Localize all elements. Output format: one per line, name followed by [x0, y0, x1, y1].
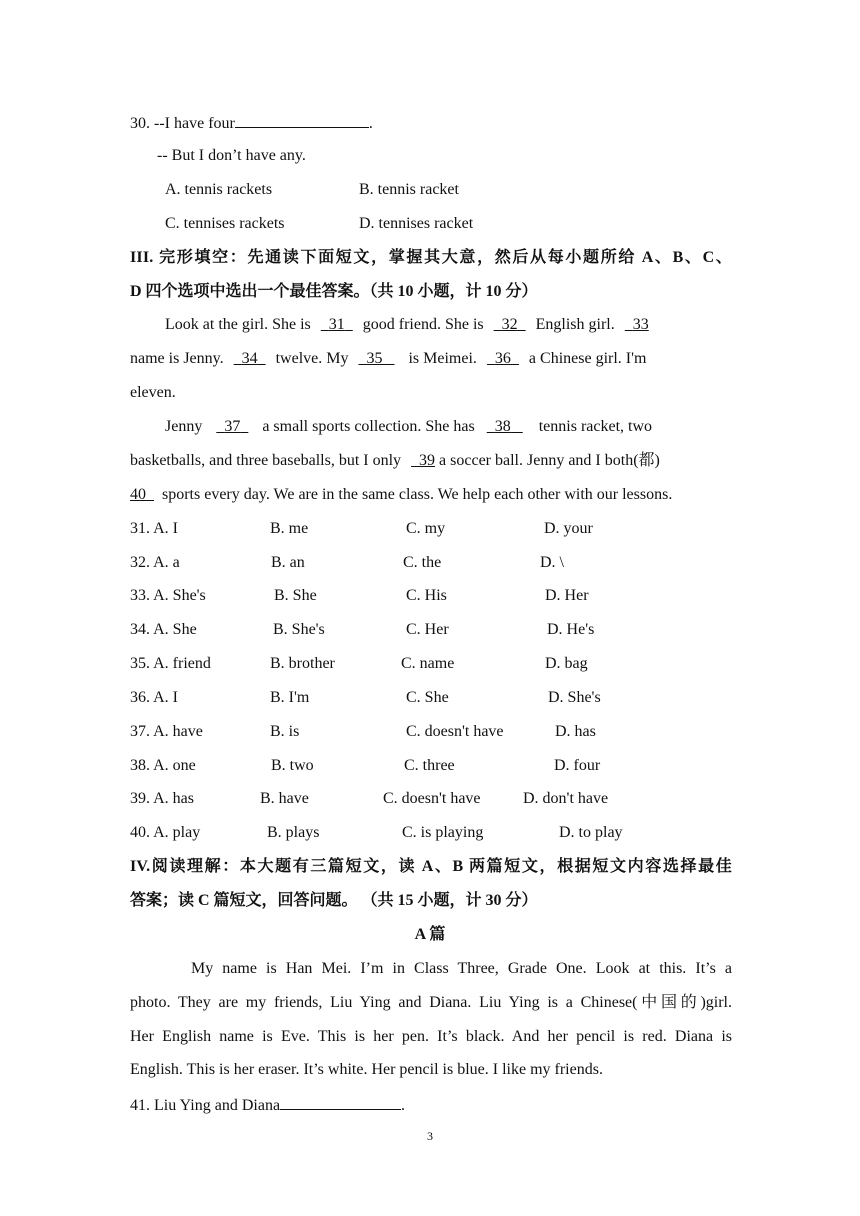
blank-number: 38 — [494, 418, 511, 435]
q30-reply: -- But I don’t have any. — [157, 147, 306, 164]
q41-stem-text: 41. Liu Ying and Diana — [130, 1097, 281, 1114]
option-c: C. is playing — [402, 824, 484, 841]
option-b: B. have — [260, 790, 309, 807]
option-c: C. name — [401, 655, 455, 672]
cloze-blank-39 — [411, 452, 435, 469]
option-b: B. plays — [267, 824, 320, 841]
cloze-blank-38 — [487, 418, 523, 435]
option-d: D. She's — [548, 689, 601, 706]
option-c: C. His — [406, 587, 447, 604]
q30-option-d: D. tennises racket — [359, 215, 474, 232]
option-a: 31. A. I — [130, 520, 178, 537]
option-c: C. doesn't have — [406, 723, 504, 740]
option-d: D. four — [554, 757, 601, 774]
passage-a-line2: photo. They are my friends, Liu Ying and Diana. Liu Ying is a Chinese(中国的)girl. — [130, 994, 732, 1011]
section3-heading-line2: D 四个选项中选出一个最佳答案。（共 10 小题，计 10 分） — [130, 283, 538, 300]
option-c: C. the — [403, 554, 442, 571]
option-d: D. don't have — [523, 790, 609, 807]
q30-option-b: B. tennis racket — [359, 181, 459, 198]
cloze-text: Look at the girl. She is — [165, 316, 311, 333]
cloze-blank-35 — [358, 350, 394, 367]
option-d: D. bag — [545, 655, 588, 672]
cloze-text: tennis racket, two — [538, 418, 653, 435]
cloze-text: twelve. My — [275, 350, 349, 367]
option-b: B. me — [270, 520, 309, 537]
cloze-blank-36 — [487, 350, 519, 367]
option-d: D. \ — [540, 554, 564, 571]
cloze-text: English girl. — [535, 316, 615, 333]
blank-number: 34 — [241, 350, 258, 367]
option-b: B. I'm — [270, 689, 310, 706]
q30-stem-end: . — [368, 115, 373, 132]
option-a: 34. A. She — [130, 621, 197, 638]
passage-a-line3: Her English name is Eve. This is her pen. It’s black. And her pencil is red. Diana is — [130, 1028, 732, 1045]
blank-number: 40 — [130, 486, 146, 503]
option-b: B. brother — [270, 655, 335, 672]
q41-stem — [130, 1094, 405, 1116]
answer-blank — [235, 112, 369, 128]
section4-heading-line2: 答案；读 C 篇短文，回答问题。 （共 15 小题，计 30 分） — [130, 892, 538, 909]
q30-stem — [130, 112, 373, 134]
cloze-text: basketballs, and three baseballs, but I only — [130, 452, 402, 469]
option-b: B. She's — [273, 621, 325, 638]
option-a: 33. A. She's — [130, 587, 206, 604]
q30-option-c: C. tennises rackets — [165, 215, 285, 232]
section3-heading-line1: III. 完形填空：先通读下面短文，掌握其大意，然后从每小题所给 A、B、C、 — [130, 249, 732, 266]
blank-number: 33 — [632, 316, 649, 333]
cloze-text: Jenny — [165, 418, 203, 435]
cloze-text: a Chinese girl. I'm — [528, 350, 647, 367]
blank-number: 39 — [419, 452, 436, 469]
cloze-text: good friend. She is — [362, 316, 484, 333]
option-a: 40. A. play — [130, 824, 201, 841]
option-a: 35. A. friend — [130, 655, 211, 672]
q30-option-a: A. tennis rackets — [165, 181, 273, 198]
option-c: C. my — [406, 520, 446, 537]
cloze-blank-33 — [625, 316, 649, 333]
cloze-p2-line1 — [165, 417, 652, 437]
cloze-text: sports every day. We are in the same class. We help each other with our lessons. — [162, 486, 673, 503]
blank-number: 35 — [366, 350, 383, 367]
option-a: 37. A. have — [130, 723, 203, 740]
option-d: D. has — [555, 723, 596, 740]
cloze-blank-32 — [494, 316, 526, 333]
option-a: 32. A. a — [130, 554, 180, 571]
cloze-p2-line3 — [130, 485, 672, 505]
passage-a-title: A 篇 — [414, 926, 446, 943]
option-d: D. your — [544, 520, 593, 537]
option-c: C. three — [404, 757, 455, 774]
cloze-blank-34 — [234, 350, 266, 367]
cloze-text: is Meimei. — [408, 350, 477, 367]
blank-number: 31 — [328, 316, 345, 333]
cloze-p1-line1 — [165, 315, 649, 335]
page-number: 3 — [427, 1129, 433, 1143]
option-c: C. She — [406, 689, 449, 706]
option-a: 39. A. has — [130, 790, 194, 807]
option-c: C. Her — [406, 621, 449, 638]
option-c: C. doesn't have — [383, 790, 481, 807]
option-d: D. He's — [547, 621, 595, 638]
option-b: B. is — [270, 723, 300, 740]
blank-number: 37 — [224, 418, 241, 435]
section4-heading-line1: IV.阅读理解：本大题有三篇短文，读 A、B 两篇短文，根据短文内容选择最佳 — [130, 858, 732, 875]
q41-stem-end: . — [401, 1097, 406, 1114]
passage-a-line4: English. This is her eraser. It’s white. Her pencil is blue. I like my friends. — [130, 1061, 603, 1078]
option-d: D. Her — [545, 587, 589, 604]
option-b: B. She — [274, 587, 317, 604]
option-b: B. an — [271, 554, 305, 571]
q30-stem-text: 30. --I have four — [130, 115, 235, 132]
blank-number: 36 — [494, 350, 511, 367]
cloze-text: name is Jenny. — [130, 350, 224, 367]
cloze-blank-40 — [130, 486, 154, 503]
option-a: 36. A. I — [130, 689, 178, 706]
option-b: B. two — [271, 757, 314, 774]
cloze-p2-line2 — [130, 451, 660, 471]
cloze-p1-line2 — [130, 349, 646, 369]
cloze-blank-31 — [321, 316, 353, 333]
cloze-p1-line3: eleven. — [130, 384, 176, 401]
answer-blank — [280, 1094, 401, 1110]
cloze-blank-37 — [216, 418, 248, 435]
cloze-text: a small sports collection. She has — [262, 418, 475, 435]
option-a: 38. A. one — [130, 757, 196, 774]
cloze-text: a soccer ball. Jenny and I both(都) — [439, 452, 660, 469]
blank-number: 32 — [501, 316, 518, 333]
option-d: D. to play — [559, 824, 623, 841]
passage-a-line1: My name is Han Mei. I’m in Class Three, Grade One. Look at this. It’s a — [191, 960, 732, 977]
